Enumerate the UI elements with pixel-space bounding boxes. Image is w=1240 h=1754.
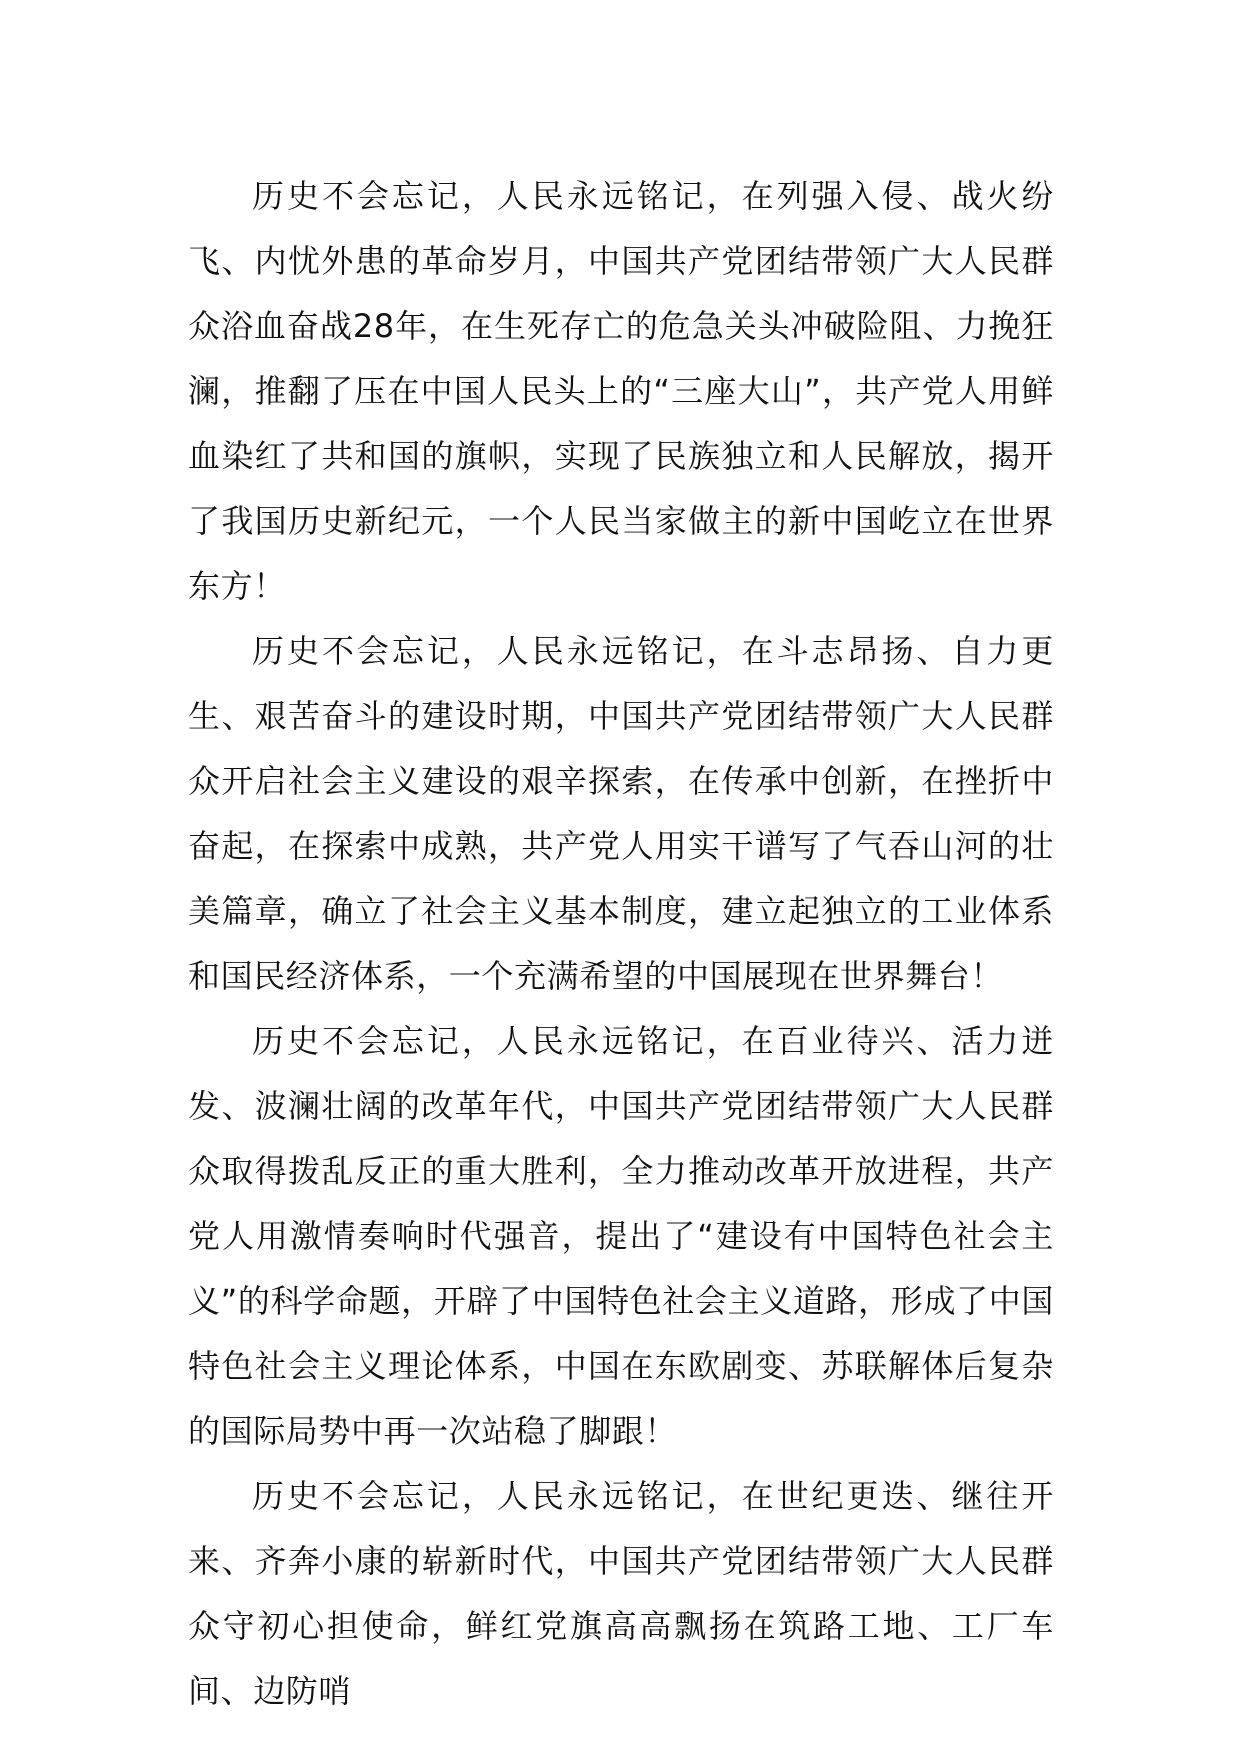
paragraph-1: 历史不会忘记，人民永远铭记，在列强入侵、战火纷飞、内忧外患的革命岁月，中国共产党团结带领广大人民群众浴血奋战28年，在生死存亡的危急关头冲破险阻、力挽狂澜，推翻了压在中国人民头上的“三座大山”，共产党人用鲜血染红了共和国的旗帜，实现了民族独立和人民解放，揭开了我国历史新纪元，一个人民当家做主的新中国屹立在世界东方！: [188, 177, 1054, 605]
paragraph-3: 历史不会忘记，人民永远铭记，在百业待兴、活力迸发、波澜壮阔的改革年代，中国共产党团结带领广大人民群众取得拨乱反正的重大胜利，全力推动改革开放进程，共产党人用激情奏响时代强音，提出了“建设有中国特色社会主义”的科学命题，开辟了中国特色社会主义道路，形成了中国特色社会主义理论体系，中国在东欧剧变、苏联解体后复杂的国际局势中再一次站稳了脚跟！: [188, 1022, 1054, 1450]
paragraph-4: 历史不会忘记，人民永远铭记，在世纪更迭、继往开来、齐奔小康的崭新时代，中国共产党团结带领广大人民群众守初心担使命，鲜红党旗高高飘扬在筑路工地、工厂车间、边防哨: [188, 1477, 1054, 1710]
paragraph-2: 历史不会忘记，人民永远铭记，在斗志昂扬、自力更生、艰苦奋斗的建设时期，中国共产党团结带领广大人民群众开启社会主义建设的艰辛探索，在传承中创新，在挫折中奋起，在探索中成熟，共产党人用实干谱写了气吞山河的壮美篇章，确立了社会主义基本制度，建立起独立的工业体系和国民经济体系，一个充满希望的中国展现在世界舞台！: [188, 632, 1054, 995]
document-body: [188, 164, 1054, 1724]
